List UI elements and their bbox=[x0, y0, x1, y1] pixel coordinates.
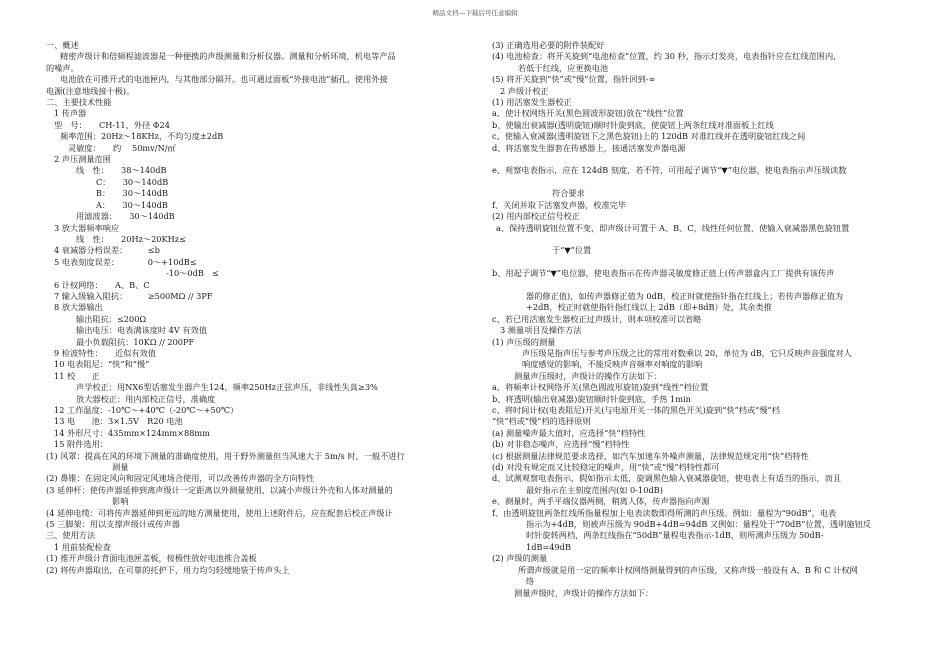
text-line: (5 三脚架：用以支撑声级计或传声器 bbox=[46, 519, 180, 530]
text-line: 指示为+4dB，则被声压级为 90dB+4dB=94dB 又例如：量程处于“70dB”位置，透明施钮反 bbox=[526, 519, 871, 530]
text-line: 三、使用方法 bbox=[46, 530, 96, 541]
text-line: 所谓声级就是用一定的频率计权网络测量得到的声压级，又称声级一般设有 A、B 和 C 计权网 bbox=[518, 564, 858, 575]
text-line: 1dB=49dB bbox=[526, 541, 572, 552]
header-note: 精品文档---下载后可任意编辑 bbox=[432, 9, 518, 17]
text-line: 于“▼”位置 bbox=[552, 245, 592, 256]
text-line: 12 工作温度：-10℃～+40℃（-20℃～+50℃） bbox=[54, 405, 239, 415]
text-line: a、将频率计权网络开关(黑色圆波形旋钮)旋到“线性”档位置 bbox=[492, 382, 709, 393]
text-line: 测量 bbox=[112, 462, 129, 473]
text-line: 线 性： 20Hz～20KHz≤ bbox=[76, 233, 186, 244]
text-line: (3 延伸杆：使传声器延伸到离声级计一定距离以外测量使用，以减小声级计外壳和人体对测量的 bbox=[46, 484, 393, 495]
text-line: 输出电压：电表满该度时 4V 有效值 bbox=[76, 325, 207, 336]
left-column bbox=[46, 40, 458, 576]
text-line: 时针旋转两档，两条红线指在“50dB”量程电表指示-1dB，则所测声压级为 50dB- bbox=[526, 530, 824, 541]
right-column bbox=[492, 40, 912, 599]
text-line: 频率范围：20Hz～18KHz，不均匀度±2dB bbox=[60, 131, 224, 142]
text-line: 最小负载阻抗：10KΩ // 200PF bbox=[76, 336, 195, 347]
text-line: 8 放大器输出 bbox=[54, 302, 103, 313]
text-line: (2) 将传声器取出，在可靠的托护下，用力均匀轻缓地装于传声头上 bbox=[46, 564, 290, 575]
text-line: 1 传声器 bbox=[54, 108, 87, 119]
text-line: f、由透明旋钮两条红线所指量程加上电表读数即得所测的声压级。例如：量程为“90dB”，电表 bbox=[492, 507, 837, 518]
text-line: (1) 推开声级计背面电池匣盖板，按极性放好电池推合盖板 bbox=[46, 553, 257, 564]
text-line: +2dB，校正时就使指针指红线以上 2dB（即+8dB）处，其余类推 bbox=[526, 302, 772, 313]
text-line: 电源(注意地线接十极)。 bbox=[46, 85, 135, 96]
text-line: c、将时间计权(电表阻尼)开关(与电原开关一体的黑色开关)旋到“快”档或“慢”档 bbox=[492, 405, 780, 415]
text-line: e、测量时，两手平端仪器两侧，稍离人体，传声器指向声源 bbox=[492, 496, 710, 507]
text-line: 2 声级计校正 bbox=[500, 85, 549, 96]
text-line: 放大器校正：用内部校正信号，准确度 bbox=[76, 393, 216, 404]
text-line bbox=[492, 280, 912, 291]
text-line: d、试测观察电表指示，假如指示太低，旋调黑色输入衰减器旋钮，使电表上有适当的指示，而且 bbox=[492, 473, 842, 484]
text-line: 最好指示在主刻度范围内(如 0-10dB) bbox=[526, 484, 663, 495]
text-line: 10 电表阻尼：“快”和“慢” bbox=[54, 359, 150, 370]
text-line: (2) 鼻锥：在固定风向和固定风速场合使用，可以改善传声器的全方向特性 bbox=[46, 473, 315, 484]
text-line bbox=[492, 234, 912, 245]
text-line: 2 声压测量范围 bbox=[54, 154, 111, 165]
text-line: 精密声级计和倍频程滤波器是一种便携的声级测量和分析仪器。测量和分析环境，机电等产品 bbox=[60, 51, 396, 62]
text-line: 声压级是指声压与参考声压级之比的常用对数乘以 20，单位为 dB，它只反映声音强度对人 bbox=[522, 347, 852, 358]
text-line: (2) 声级的测量 bbox=[492, 553, 548, 564]
text-line: 7 输入级输入阻抗： ≥500MΩ // 3PF bbox=[54, 290, 213, 301]
text-line bbox=[492, 154, 912, 165]
text-line: 3 测量项目及操作方法 bbox=[500, 325, 582, 336]
text-line: 影响 bbox=[112, 496, 129, 507]
text-line: 响度感觉的影响，不能反映声音频率对响度的影响 bbox=[522, 359, 703, 370]
text-line: b、将透明(输出衰减器)旋钮顺时针旋到底，手热 1min bbox=[492, 393, 691, 404]
text-line: 1 用前装配检查 bbox=[54, 541, 111, 552]
text-line: 线 性： 38～140dB bbox=[76, 165, 167, 176]
text-line: (3) 正确选用必要的附件装配好 bbox=[492, 40, 605, 50]
text-line: 络 bbox=[526, 576, 535, 587]
text-line: c、若已用活塞发生器校正过声级计，则本项校准可以省略 bbox=[492, 313, 702, 324]
text-line: d、将活塞发生器套在传感器上，接通活塞发声器电源 bbox=[492, 142, 686, 153]
text-line: 用滤波器： 30～140dB bbox=[76, 211, 175, 222]
text-line: -10～0dB ≤ bbox=[166, 268, 219, 279]
text-line: 器的修正值)，如传声器修正值为 0dB，校正时就使指针指在红线上；若传声器修正值为 bbox=[526, 290, 844, 301]
text-line: 声学校正：用NX6型话塞发生器产生124，频率250Hz正弦声压，非线性失真≥3% bbox=[76, 382, 378, 393]
text-line: A： 30～140dB bbox=[96, 199, 168, 210]
text-line: 15 附件选用： bbox=[54, 439, 108, 450]
text-line: 3 放大器频率响应 bbox=[54, 222, 120, 233]
text-line: 灵敏度： 约 50mv/N/㎡ bbox=[68, 142, 176, 153]
text-line: (1) 风罩：提高在风的环境下测量的准确度使用，用于野外测量但当风速大于 5m/s 时，一般不进行 bbox=[46, 450, 405, 461]
text-line: b、用起子调节“▼”电位器，使电表指示在传声器灵敏度修正值上(传声器盒内工厂提供有该传声 bbox=[492, 268, 835, 279]
text-line: 5 电表刻度误差： 0～+10dB≤ bbox=[54, 256, 197, 267]
text-line: e、观察电表指示，应在 124dB 刻度，若不符，可用起子调节“▼”电位器，使电表指示声压级读数 bbox=[492, 165, 847, 176]
text-line bbox=[492, 177, 912, 188]
text-line: 电池放在可推开式的电池匣内，与其他部分隔开。也可通过面板“外接电池”插孔，使用外接 bbox=[60, 74, 388, 85]
text-line: 测量声级时，声级计的操作方法如下： bbox=[514, 587, 654, 598]
text-line: b、使输出衰减器(透明旋钮)顺时针旋到底，使旋钮上两条红线对准面板上红线 bbox=[492, 119, 774, 130]
text-line: f、关闭并取下活塞发声器，校准完毕 bbox=[492, 199, 627, 210]
text-line: “快”档或“慢”档的选择原则 bbox=[492, 416, 591, 427]
text-line: a、使计权网络开关(黑色圆波形旋钮)放在“线性”位置 bbox=[492, 108, 684, 119]
text-line: (2) 用内部校正信号校正 bbox=[492, 211, 580, 222]
text-line: (4) 电池检查：将开关旋到“电池检查”位置，约 30 秒，指示灯发亮，电表指针应在红线范围内， bbox=[492, 51, 842, 62]
text-line: 一、概述 bbox=[46, 40, 79, 50]
text-line: (b) 对非稳态噪声，应选择“慢”档特性 bbox=[492, 439, 630, 450]
text-line: 13 电 池：3×1.5V R20 电池 bbox=[54, 416, 183, 427]
text-line: 符合要求 bbox=[552, 188, 585, 199]
text-line: (5) 将开关旋到“快”或“慢”位置，指针回到-∞ bbox=[492, 74, 656, 85]
text-line: (a) 测量噪声最大值时，应选择“快”档特性 bbox=[492, 427, 646, 438]
text-line: 4 衰减器分档误差： ≤b bbox=[54, 245, 160, 256]
text-line: (c) 根据测量法律规范要求选择，如汽车加速车外噪声测量，法律规范规定用“快”档特性 bbox=[492, 450, 809, 461]
text-line: (4 延伸电缆：可将传声器延伸到更远的地方测量使用，使用上述附件后，应在配套后校正声级计 bbox=[46, 507, 393, 518]
text-line: B： 30～140dB bbox=[96, 188, 168, 199]
text-line: (1) 用活塞发生器校正 bbox=[492, 97, 572, 108]
text-line: C： 30～140dB bbox=[96, 176, 169, 187]
text-line: 14 外形尺寸：435mm×124mm×88mm bbox=[54, 427, 210, 438]
text-line: c、使输入衰减器(透明旋钮下之黑色旋钮)上的 120dB 对准红线并在透明旋钮红线之间 bbox=[492, 131, 806, 142]
text-line: (1) 声压级的测量 bbox=[492, 336, 556, 347]
text-line: 型 号： CH-11，外径 Φ24 bbox=[54, 119, 170, 130]
text-line: 若低于红线，应更换电池 bbox=[518, 62, 609, 73]
text-line: 9 检波特性： 近似有效值 bbox=[54, 347, 156, 358]
text-line: 二、主要技术性能 bbox=[46, 97, 112, 108]
text-line: 测量声压级时，声级计的操作方法如下： bbox=[514, 370, 662, 381]
text-line: 的噪声。 bbox=[46, 62, 79, 73]
text-line bbox=[492, 257, 912, 268]
text-line: 11 校 正 bbox=[54, 370, 100, 381]
text-line: 6 计权网络： A、B、C bbox=[54, 279, 150, 290]
text-line: (d) 对没有规定而又比较稳定的噪声，用“快”或“慢”档特性都可 bbox=[492, 462, 720, 473]
text-line: 输出阻抗：≤200Ω bbox=[76, 313, 147, 324]
text-line: a、保持透明旋钮位置不变，即声级计可置于 A、B、C，线性任何位置，使输入衰减器黑色旋钮置 bbox=[496, 222, 850, 233]
